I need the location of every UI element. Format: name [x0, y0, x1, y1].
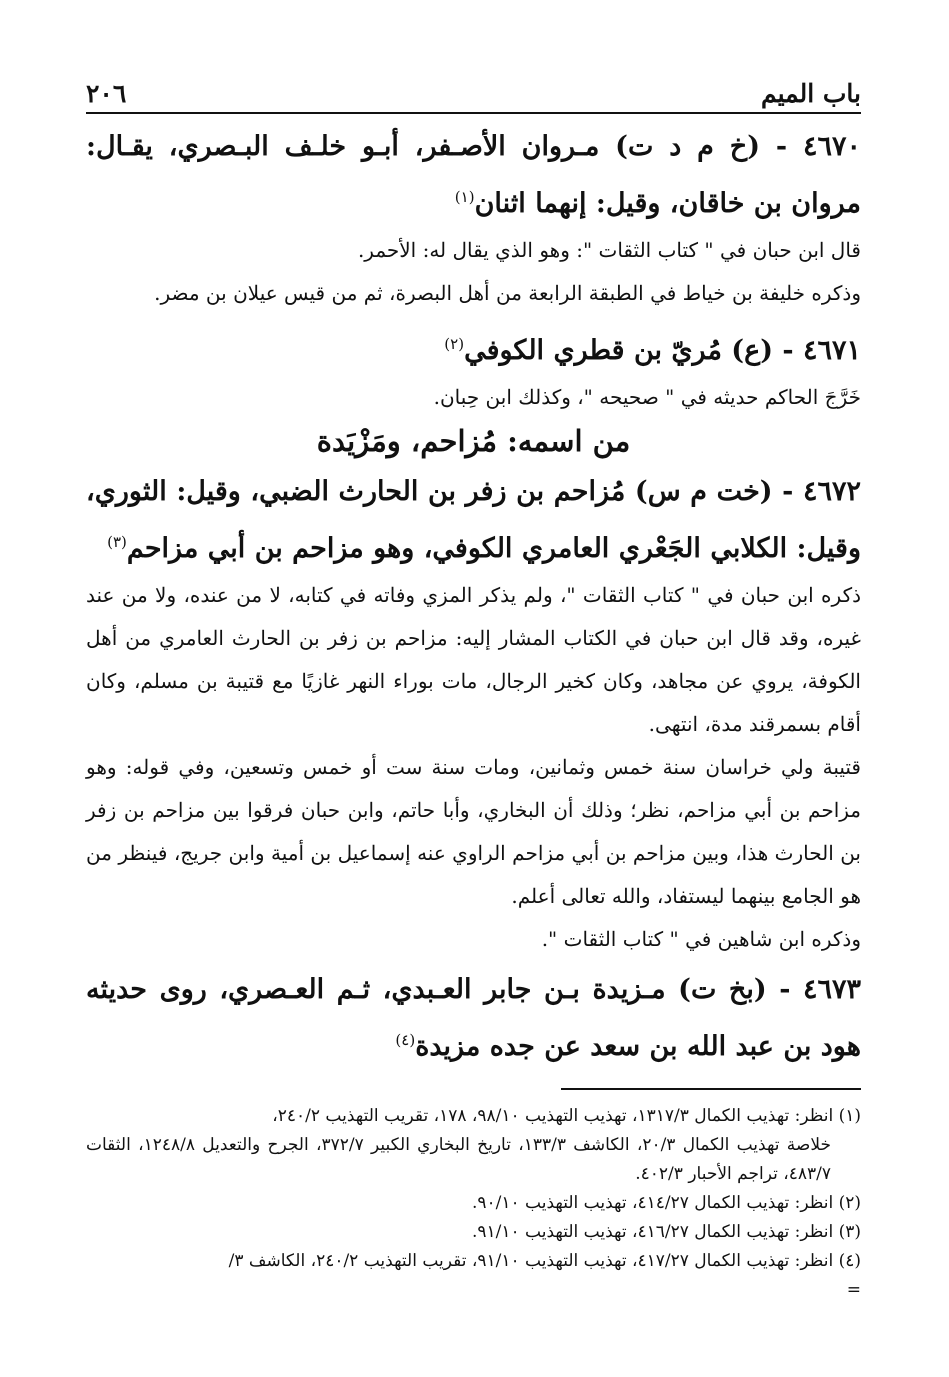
footnote: (٢) انظر: تهذيب الكمال ٤١٤/٢٧، تهذيب التهذيب ٩٠/١٠. [471, 1193, 861, 1213]
entry-title: ٤٦٧٣ - (بخ ت) مـزيدة بـن جابر العـبدي، ثـم العـصري، روى حديثه هود بن عبد الله بن سعد عن جده مزيدة$^{(٤)}$ [86, 974, 861, 1062]
entry-title: ٤٦٧١ - (ع) مُريّ بن قطري الكوفي$^{(٢)}$ [444, 335, 861, 366]
footnote: (٣) انظر: تهذيب الكمال ٤١٦/٢٧، تهذيب التهذيب ٩١/١٠. [471, 1222, 861, 1242]
entry-paragraph: قال ابن حبان في " كتاب الثقات ": وهو الذي يقال له: الأحمر. [357, 238, 861, 262]
entry-paragraph: ذكره ابن حبان في " كتاب الثقات "، ولم يذكر المزي وفاته في كتابه، لا من عنده، ولا من عند غيره، وقد قال ابن حبان في الكتاب المشار إليه: مزاحم بن زفر بن الحارث العامري من أهل الكوفة، يروي عن مجاهد، وكان كخير الرجال، مات بوراء النهر غازيًا مع قتيبة بن مسلم، وكان أقام بسمرقند مدة، انتهى. [86, 583, 861, 736]
page-header [86, 68, 861, 114]
footnote-divider [561, 1088, 861, 1090]
footnote-ref: (٢) [444, 335, 465, 353]
footnotes [86, 1088, 861, 1305]
entry-4673 [86, 965, 861, 1072]
footnote-continuation: = [846, 1280, 861, 1300]
section-heading: من اسمه: مُزاحم، ومَزْيَدة [316, 424, 631, 458]
entry-title: ٤٦٧٢ - (خت م س) مُزاحم بن زفر بن الحارث الضبي، وقيل: الثوري، وقيل: الكلابي الجَعْري العامري الكوفي، وهو مزاحم بن أبي مزاحم$^{(٣)}$ [86, 476, 861, 564]
entry-paragraph: خَرَّجَ الحاكم حديثه في " صحيحه "، وكذلك ابن حِبان. [433, 385, 861, 409]
page-body [86, 118, 861, 1072]
chapter-title: باب الميم [760, 79, 861, 108]
entry-4672 [86, 467, 861, 961]
entry-4670 [86, 122, 861, 315]
footnote-ref: (٣) [107, 533, 127, 551]
entry-4671 [86, 319, 861, 419]
entry-title: ٤٦٧٠ - (خ م د ت) مـروان الأصـفر، أبـو خلـف البـصري، يقـال: مروان بن خاقان، وقيل: إنهما اثنان$^{(١)}$ [86, 131, 861, 219]
page-number: ٢٠٦ [86, 79, 127, 108]
footnote-continuation: خلاصة تهذيب الكمال ٢٠/٣، الكاشف ١٣٣/٣، تاريخ البخاري الكبير ٣٧٢/٧، الجرح والتعديل ١٢٤٨/٨، الثقات ٤٨٣/٧، تراجم الأحبار ٤٠٢/٣. [86, 1135, 831, 1184]
entry-paragraph: وذكره خليفة بن خياط في الطبقة الرابعة من أهل البصرة، ثم من قيس عيلان بن مضر. [154, 281, 861, 305]
footnote: (٤) انظر: تهذيب الكمال ٤١٧/٢٧، تهذيب التهذيب ٩١/١٠، تقريب التهذيب ٢٤٠/٢، الكاشف ٣/ [228, 1251, 861, 1271]
footnote-ref: (٤) [395, 1031, 416, 1049]
entry-paragraph: قتيبة ولي خراسان سنة خمس وثمانين، ومات سنة ست أو خمس وتسعين، وفي قوله: وهو مزاحم بن أبي مزاحم، نظر؛ وذلك أن البخاري، وأبا حاتم، وابن حبان فرقوا بين مزاحم بن زفر بن الحارث هذا، وبين مزاحم بن أبي مزاحم الراوي عنه إسماعيل بن أمية وابن جريج، فينظر من هو الجامع بينهما ليستفاد، والله تعالى أعلم. [86, 755, 861, 908]
footnote: (١) انظر: تهذيب الكمال ١٣١٧/٣، تهذيب التهذيب ٩٨/١٠، ١٧٨، تقريب التهذيب ٢٤٠/٢، [272, 1106, 861, 1126]
footnote-ref: (١) [454, 188, 475, 206]
entry-paragraph: وذكره ابن شاهين في " كتاب الثقات ". [541, 927, 861, 951]
